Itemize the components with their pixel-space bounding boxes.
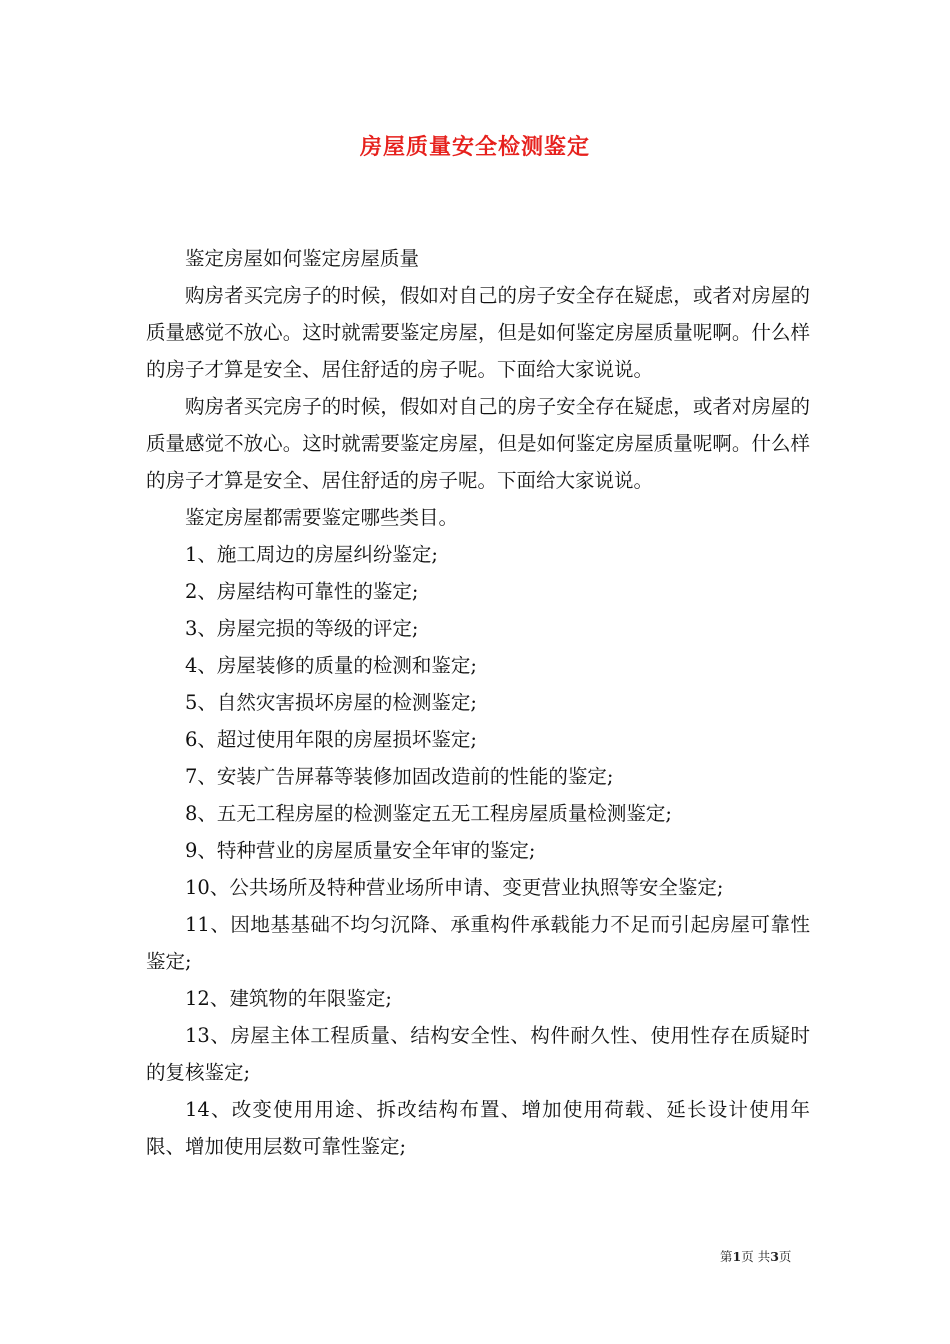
document-title: 房屋质量安全检测鉴定	[359, 134, 590, 160]
list-item: 2、房屋结构可靠性的鉴定;	[185, 580, 419, 603]
list-item: 12、建筑物的年限鉴定;	[185, 987, 392, 1010]
footer-middle: 页 共	[741, 1249, 771, 1264]
list-item: 7、安装广告屏幕等装修加固改造前的性能的鉴定;	[185, 765, 614, 788]
page-footer	[720, 1247, 870, 1265]
list-item: 5、自然灾害损坏房屋的检测鉴定;	[185, 691, 477, 714]
footer-suffix: 页	[778, 1249, 792, 1264]
list-item: 14、改变使用用途、拆改结构布置、增加使用荷载、延长设计使用年限、增加使用层数可靠性鉴定;	[146, 1098, 810, 1158]
list-item: 6、超过使用年限的房屋损坏鉴定;	[185, 728, 477, 751]
document-body	[146, 240, 810, 1165]
paragraph: 鉴定房屋都需要鉴定哪些类目。	[185, 506, 459, 529]
list-item: 13、房屋主体工程质量、结构安全性、构件耐久性、使用性存在质疑时的复核鉴定;	[146, 1024, 810, 1084]
paragraph: 购房者买完房子的时候，假如对自己的房子安全存在疑虑，或者对房屋的质量感觉不放心。这时就需要鉴定房屋，但是如何鉴定房屋质量呢啊。什么样的房子才算是安全、居住舒适的房子呢。下面给大家说说。	[146, 284, 810, 381]
list-item: 11、因地基基础不均匀沉降、承重构件承载能力不足而引起房屋可靠性鉴定;	[146, 913, 810, 973]
list-item: 9、特种营业的房屋质量安全年审的鉴定;	[185, 839, 536, 862]
footer-current-page: 1	[732, 1249, 742, 1264]
list-item: 4、房屋装修的质量的检测和鉴定;	[185, 654, 477, 677]
footer-prefix: 第	[720, 1249, 733, 1264]
footer-total-pages: 3	[770, 1249, 779, 1264]
list-item: 1、施工周边的房屋纠纷鉴定;	[185, 543, 438, 566]
paragraph-heading: 鉴定房屋如何鉴定房屋质量	[185, 247, 420, 270]
list-item: 3、房屋完损的等级的评定;	[185, 617, 419, 640]
list-item: 10、公共场所及特种营业场所申请、变更营业执照等安全鉴定;	[185, 876, 724, 899]
paragraph: 购房者买完房子的时候，假如对自己的房子安全存在疑虑，或者对房屋的质量感觉不放心。这时就需要鉴定房屋，但是如何鉴定房屋质量呢啊。什么样的房子才算是安全、居住舒适的房子呢。下面给大家说说。	[146, 395, 810, 492]
list-item: 8、五无工程房屋的检测鉴定五无工程房屋质量检测鉴定;	[185, 802, 672, 825]
